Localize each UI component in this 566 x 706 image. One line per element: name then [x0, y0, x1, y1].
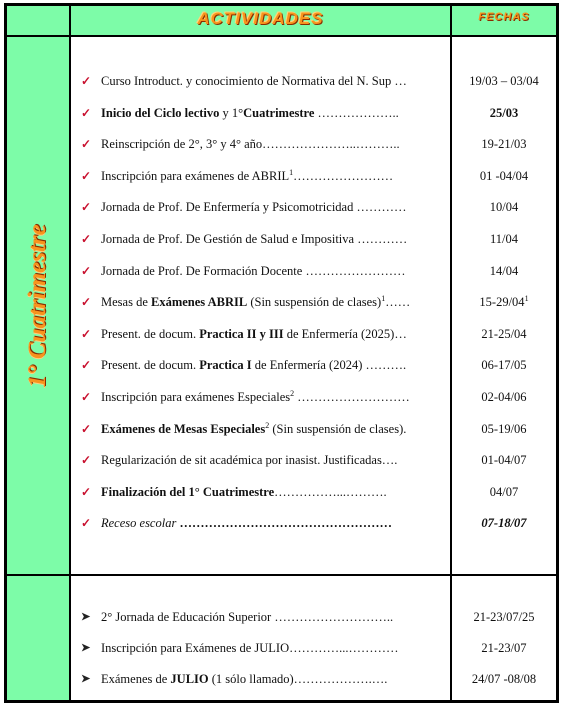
activity-row — [71, 387, 450, 407]
calendar-table — [4, 3, 559, 703]
section1-dates — [451, 36, 557, 575]
header-left-cell — [6, 5, 70, 36]
activity-row — [71, 134, 450, 154]
activity-row — [71, 482, 450, 502]
activity-row — [71, 166, 450, 186]
check-mark-icon: ✓ — [81, 263, 92, 278]
section2-left-cell — [6, 575, 70, 701]
activity-text: Jornada de Prof. De Enfermería y Psicomotricidad ………… — [101, 200, 407, 215]
activity-row — [71, 419, 450, 439]
dates-header: FECHAS — [451, 5, 557, 36]
activity-row — [71, 513, 450, 533]
activity-text: Jornada de Prof. De Formación Docente …………………… — [101, 263, 406, 278]
check-mark-icon: ✓ — [81, 484, 92, 499]
activity-row — [71, 229, 450, 249]
activity-date: 21-25/04 — [481, 326, 527, 341]
activity-row — [71, 669, 450, 689]
activity-text: Present. de docum. Practica II y III de Enfermería (2025)… — [101, 326, 407, 341]
activity-date: $15-29/04^1$ — [479, 294, 529, 310]
check-mark-icon: ✓ — [81, 295, 92, 310]
check-mark-icon: ✓ — [81, 200, 92, 215]
arrow-bullet-icon: ➤ — [81, 611, 91, 623]
activity-text: Finalización del 1° Cuatrimestre……………...………. — [101, 484, 387, 499]
activity-row — [71, 292, 450, 312]
check-mark-icon: ✓ — [81, 390, 92, 404]
activity-date: 06-17/05 — [481, 358, 527, 373]
activity-date: 02-04/06 — [481, 390, 527, 404]
activity-date: 19/03 – 03/04 — [469, 74, 539, 88]
activity-date: 01-04/07 — [481, 453, 527, 468]
check-mark-icon: ✓ — [81, 168, 92, 183]
activity-text: Curso Introduct. y conocimiento de Normativa del N. Sup … — [101, 74, 407, 88]
activity-row — [71, 324, 450, 344]
activity-date: 04/07 — [489, 484, 519, 499]
activity-row — [71, 607, 450, 627]
activity-row — [71, 71, 450, 91]
activity-date: 07-18/07 — [481, 516, 527, 531]
check-mark-icon: ✓ — [81, 74, 92, 88]
activity-text: Mesas de Exámenes ABRIL (Sin suspensión de clases)$^1$…… — [101, 294, 411, 310]
check-mark-icon: ✓ — [81, 326, 92, 341]
section2-dates — [451, 575, 557, 701]
activity-text: Inscripción para Exámenes de JULIO…………...………… — [101, 641, 399, 655]
semester-label: 1° Cuatrimestre — [24, 223, 51, 388]
activity-row — [71, 638, 450, 658]
activity-text: Present. de docum. Practica I de Enfermería (2024) ………. — [101, 358, 407, 373]
activities-header: ACTIVIDADES — [70, 5, 451, 36]
activity-row — [71, 450, 450, 470]
activity-row — [71, 197, 450, 217]
activity-text: Jornada de Prof. De Gestión de Salud e Impositiva ………… — [101, 232, 408, 246]
activity-date: 14/04 — [489, 263, 519, 278]
section2-activities — [70, 575, 451, 701]
activity-date: 24/07 -08/08 — [471, 672, 537, 686]
activity-date: 01 -04/04 — [479, 168, 529, 183]
activity-text: Inscripción para exámenes Especiales$^2$ ……………………… — [101, 388, 410, 404]
activity-text: Inicio del Ciclo lectivo y 1°Cuatrimestre ……………….. — [101, 105, 399, 120]
check-mark-icon: ✓ — [81, 421, 92, 436]
activity-text: Reinscripción de 2°, 3° y 4° año…………………..……….. — [101, 137, 400, 152]
activity-text: Exámenes de JULIO (1 sólo llamado)……………….…. — [101, 672, 388, 686]
activity-date: 19-21/03 — [481, 137, 527, 152]
check-mark-icon: ✓ — [81, 232, 92, 246]
activity-date: 05-19/06 — [481, 421, 527, 436]
activity-text: 2° Jornada de Educación Superior ……………………….. — [101, 610, 394, 624]
check-mark-icon: ✓ — [81, 516, 92, 531]
activity-text: Regularización de sit académica por inasist. Justificadas…. — [101, 453, 398, 468]
semester-label-cell — [6, 36, 70, 575]
arrow-bullet-icon: ➤ — [81, 642, 91, 654]
activity-text: Inscripción para exámenes de ABRIL$^1$…………………… — [101, 167, 394, 183]
check-mark-icon: ✓ — [81, 453, 92, 468]
activity-date: 25/03 — [489, 105, 519, 120]
activity-text: Receso escolar …………………………………………… — [101, 516, 392, 531]
activity-date: 10/04 — [489, 200, 519, 215]
check-mark-icon: ✓ — [81, 105, 92, 120]
activity-row — [71, 261, 450, 281]
check-mark-icon: ✓ — [81, 358, 92, 373]
activity-date: 21-23/07 — [481, 641, 527, 655]
activity-date: 21-23/07/25 — [473, 610, 535, 624]
activity-text: Exámenes de Mesas Especiales$^2$ (Sin suspensión de clases). — [101, 420, 407, 436]
activity-row — [71, 103, 450, 123]
check-mark-icon: ✓ — [81, 137, 92, 152]
activity-date: 11/04 — [489, 232, 518, 246]
arrow-bullet-icon: ➤ — [81, 673, 91, 685]
activity-row — [71, 355, 450, 375]
section1-activities — [70, 36, 451, 575]
